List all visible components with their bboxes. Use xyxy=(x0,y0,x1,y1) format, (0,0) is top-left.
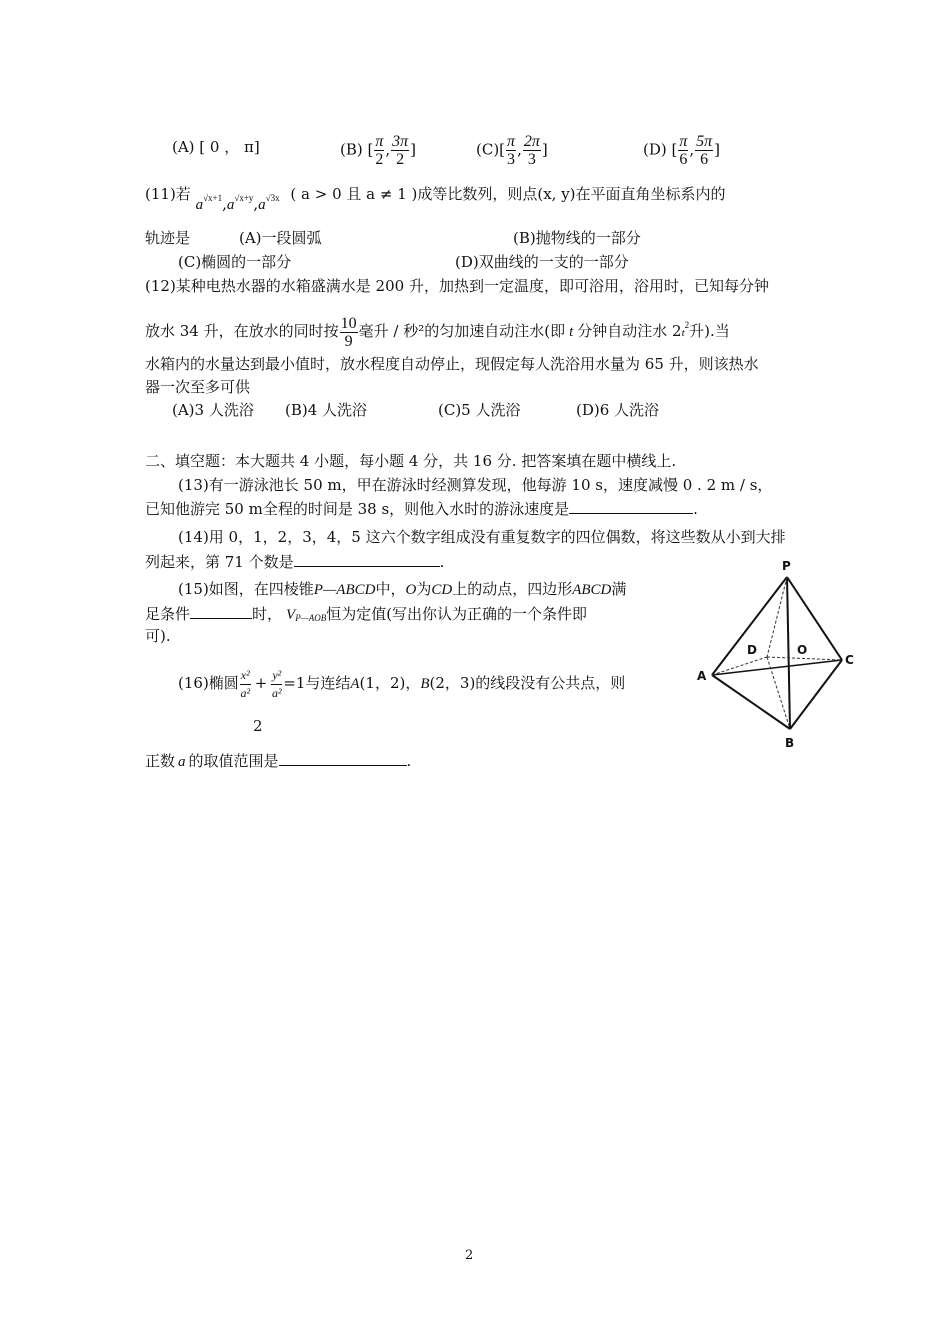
q16-line1: (16)椭圆 $\frac{\text{x²}}{\text{a²}}$ + $\frac{\text{y²}}{\text{a²}}$ =1与连结A(1，2)，B(2，3)的线段没有公共点，则 xyxy=(178,667,626,700)
q12-line1: (12)某种电热水器的水箱盛满水是 200 升，加热到一定温度，即可浴用，浴用时，已知每分钟 xyxy=(145,277,769,295)
section2-heading: 二、填空题：本大题共 4 小题，每小题 4 分，共 16 分. 把答案填在题中横线上. xyxy=(145,452,677,470)
q14-line2: 列起来，第 71 个数是 . xyxy=(145,553,445,571)
q12-line3: 水箱内的水量达到最小值时，放水程度自动停止，现假定每人洗浴用水量为 65 升，则该热水 xyxy=(145,355,759,373)
q10-option-c: (C)[ $\frac{\pi}{3}$ , $\frac{2\pi}{3}$ ] xyxy=(476,133,548,168)
q13-line1: (13)有一游泳池长 50 m，甲在游泳时经测算发现，他每游 10 s，速度减慢 0 . 2 m / s， xyxy=(178,476,773,494)
q14-line1: (14)用 0，1，2，3，4，5 这六个数字组成没有重复数字的四位偶数，将这些数从小到大排 xyxy=(178,528,786,546)
edge-pc xyxy=(787,577,842,660)
q10-option-d: (D) [ $\frac{\pi}{6}$ , $\frac{5\pi}{6}$ ] xyxy=(643,133,721,168)
q15-answer-blank[interactable] xyxy=(190,603,252,619)
q15-line2: 足条件 时， $V_{P—AOB}$恒为定值(写出你认为正确的一个条件即 xyxy=(145,605,588,623)
q16-answer-blank[interactable] xyxy=(279,750,407,766)
q13-answer-blank[interactable] xyxy=(569,498,693,514)
edge-pa xyxy=(712,577,787,675)
q15-line3: 可). xyxy=(145,627,171,645)
figure-label-b: B xyxy=(785,736,795,750)
q14-answer-blank[interactable] xyxy=(294,551,440,567)
edge-dc xyxy=(767,657,842,660)
q16-line2: 正数 a 的取值范围是 . xyxy=(145,752,412,770)
q15-line1: (15)如图，在四棱锥P—ABCD中，O为CD上的动点，四边形ABCD满 xyxy=(178,580,627,598)
figure-label-p: P xyxy=(782,559,791,573)
q10-option-a: (A) [ 0 ， π] xyxy=(172,138,260,156)
q11-line1: (11)若 $a^{√x+1},a^{√x+y},a^{√3x}$ ( a > 0 且 a ≠ 1 )成等比数列，则点(x, y)在平面直角坐标系内的 xyxy=(145,185,726,213)
figure-label-o: O xyxy=(797,643,808,657)
page-number: 2 xyxy=(465,1248,474,1263)
edge-ac xyxy=(712,660,842,675)
q10-option-b: (B) [ $\frac{\pi}{2}$ , $\frac{3\pi}{2}$ ] xyxy=(340,133,417,168)
q13-line2: 已知他游完 50 m全程的时间是 38 s，则他入水时的游泳速度是 . xyxy=(145,500,698,518)
figure-label-c: C xyxy=(845,653,854,667)
edge-cb xyxy=(790,660,842,729)
edge-pb xyxy=(787,577,790,729)
figure-label-d: D xyxy=(747,643,757,657)
q12-line4: 器一次至多可供 xyxy=(145,378,251,396)
edge-ab xyxy=(712,675,790,729)
pyramid-figure xyxy=(697,557,867,757)
q12-line2: 放水 34 升，在放水的同时按 $\frac{10}{9}$ 毫升 / 秒²的匀加速自动注水(即 t 分钟自动注水 $2t^2$升).当 xyxy=(145,314,730,350)
q11-line2: 轨迹是 (A)一段圆弧 (B)抛物线的一部分 xyxy=(145,229,641,247)
figure-label-a: A xyxy=(697,669,707,683)
q16-denominator-two: 2 xyxy=(253,717,263,735)
